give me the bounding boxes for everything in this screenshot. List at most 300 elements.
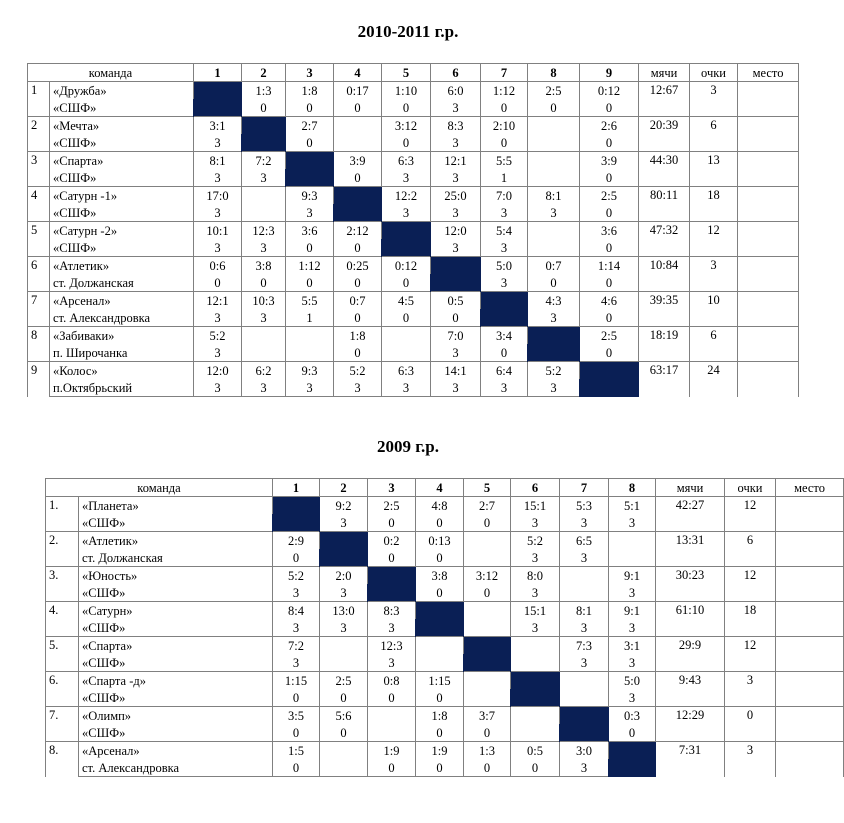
match-points: 0 bbox=[368, 549, 416, 567]
team-place bbox=[776, 497, 844, 532]
match-score: 3:12 bbox=[382, 117, 431, 135]
diagonal-cell bbox=[320, 532, 368, 567]
match-points: 3 bbox=[431, 239, 481, 257]
header-points: очки bbox=[690, 64, 738, 82]
match-score: 7:2 bbox=[242, 152, 286, 170]
team-balls: 12:29 bbox=[656, 707, 725, 742]
match-score: 1:9 bbox=[416, 742, 464, 760]
match-points: 3 bbox=[609, 514, 656, 532]
team-city: «СШФ» bbox=[79, 689, 273, 707]
header-place: место bbox=[776, 479, 844, 497]
match-points: 0 bbox=[580, 204, 639, 222]
diagonal-cell bbox=[528, 327, 580, 362]
match-points: 0 bbox=[273, 759, 320, 777]
match-points: 3 bbox=[560, 759, 609, 777]
match-score: 12:0 bbox=[431, 222, 481, 240]
match-score: 1:15 bbox=[416, 672, 464, 690]
team-balls: 80:11 bbox=[639, 187, 690, 222]
match-score bbox=[511, 707, 560, 725]
match-points bbox=[464, 619, 511, 637]
team-city: «СШФ» bbox=[79, 724, 273, 742]
match-points: 3 bbox=[286, 379, 334, 397]
match-points: 3 bbox=[609, 619, 656, 637]
match-points: 0 bbox=[511, 759, 560, 777]
match-score: 3:8 bbox=[242, 257, 286, 275]
match-score: 8:1 bbox=[560, 602, 609, 620]
header-col-6: 6 bbox=[511, 479, 560, 497]
team-balls: 10:84 bbox=[639, 257, 690, 292]
header-col-3: 3 bbox=[286, 64, 334, 82]
team-balls: 63:17 bbox=[639, 362, 690, 397]
match-score: 8:4 bbox=[273, 602, 320, 620]
match-score: 0:7 bbox=[334, 292, 382, 310]
match-score: 8:0 bbox=[511, 567, 560, 585]
team-points: 3 bbox=[690, 257, 738, 292]
team-number: 6. bbox=[46, 672, 79, 707]
match-points bbox=[609, 549, 656, 567]
header-balls: мячи bbox=[656, 479, 725, 497]
team-city: «СШФ» bbox=[50, 239, 194, 257]
team-number: 4 bbox=[28, 187, 50, 222]
match-score: 4:6 bbox=[580, 292, 639, 310]
match-score: 3:7 bbox=[464, 707, 511, 725]
match-score: 2:9 bbox=[273, 532, 320, 550]
header-col-7: 7 bbox=[560, 479, 609, 497]
diagonal-cell bbox=[580, 362, 639, 397]
match-points: 3 bbox=[560, 514, 609, 532]
team-name: «Мечта» bbox=[50, 117, 194, 135]
match-score: 1:14 bbox=[580, 257, 639, 275]
match-score: 15:1 bbox=[511, 497, 560, 515]
team-row bbox=[28, 222, 799, 240]
match-points bbox=[382, 344, 431, 362]
team-balls: 9:43 bbox=[656, 672, 725, 707]
match-score: 7:0 bbox=[481, 187, 528, 205]
match-points: 0 bbox=[464, 514, 511, 532]
team-name: «Атлетик» bbox=[50, 257, 194, 275]
team-city: ст. Должанская bbox=[50, 274, 194, 292]
team-city: «СШФ» bbox=[79, 514, 273, 532]
team-place bbox=[776, 637, 844, 672]
match-points: 3 bbox=[320, 619, 368, 637]
team-balls: 29:9 bbox=[656, 637, 725, 672]
team-number: 5 bbox=[28, 222, 50, 257]
match-score: 2:5 bbox=[528, 82, 580, 100]
team-points: 0 bbox=[725, 707, 776, 742]
match-points: 0 bbox=[286, 274, 334, 292]
match-score: 1:3 bbox=[464, 742, 511, 760]
team-number: 3. bbox=[46, 567, 79, 602]
match-points: 0 bbox=[481, 99, 528, 117]
match-score: 1:5 bbox=[273, 742, 320, 760]
diagonal-cell bbox=[368, 567, 416, 602]
match-score: 6:2 bbox=[242, 362, 286, 380]
match-points: 3 bbox=[481, 379, 528, 397]
match-points: 0 bbox=[334, 309, 382, 327]
team-city: ст. Александровка bbox=[79, 759, 273, 777]
match-points: 3 bbox=[431, 99, 481, 117]
match-points: 3 bbox=[382, 169, 431, 187]
team-points: 12 bbox=[725, 637, 776, 672]
match-points: 0 bbox=[580, 169, 639, 187]
match-points: 0 bbox=[416, 514, 464, 532]
match-points: 3 bbox=[320, 514, 368, 532]
match-score: 5:6 bbox=[320, 707, 368, 725]
diagonal-cell bbox=[194, 82, 242, 117]
team-row bbox=[46, 742, 844, 760]
match-points: 0 bbox=[580, 99, 639, 117]
match-points: 3 bbox=[334, 379, 382, 397]
team-points: 6 bbox=[690, 327, 738, 362]
match-points: 3 bbox=[560, 654, 609, 672]
match-score: 5:2 bbox=[528, 362, 580, 380]
header-col-1: 1 bbox=[194, 64, 242, 82]
team-row bbox=[28, 362, 799, 380]
match-points: 3 bbox=[560, 619, 609, 637]
header-col-1: 1 bbox=[273, 479, 320, 497]
match-score: 2:7 bbox=[286, 117, 334, 135]
match-points: 0 bbox=[580, 309, 639, 327]
match-points bbox=[528, 134, 580, 152]
match-score bbox=[464, 532, 511, 550]
diagonal-cell bbox=[560, 707, 609, 742]
match-points bbox=[334, 134, 382, 152]
match-points: 3 bbox=[560, 549, 609, 567]
team-number: 6 bbox=[28, 257, 50, 292]
match-score bbox=[511, 637, 560, 655]
team-name: «Забиваки» bbox=[50, 327, 194, 345]
match-score: 1:8 bbox=[416, 707, 464, 725]
header-team: команда bbox=[46, 479, 273, 497]
match-score: 0:6 bbox=[194, 257, 242, 275]
team-place bbox=[738, 292, 799, 327]
match-score: 0:12 bbox=[382, 257, 431, 275]
match-score bbox=[560, 672, 609, 690]
match-score: 1:15 bbox=[273, 672, 320, 690]
match-score: 0:12 bbox=[580, 82, 639, 100]
match-points: 3 bbox=[528, 309, 580, 327]
match-points bbox=[464, 689, 511, 707]
match-score bbox=[320, 637, 368, 655]
team-city: «СШФ» bbox=[79, 619, 273, 637]
standings-table-2010-2011 bbox=[27, 63, 799, 397]
match-points: 3 bbox=[194, 379, 242, 397]
match-points: 3 bbox=[431, 379, 481, 397]
team-number: 1. bbox=[46, 497, 79, 532]
match-points bbox=[242, 204, 286, 222]
match-score: 3:12 bbox=[464, 567, 511, 585]
match-score: 5:2 bbox=[273, 567, 320, 585]
match-score: 1:3 bbox=[242, 82, 286, 100]
match-points bbox=[528, 169, 580, 187]
team-points: 24 bbox=[690, 362, 738, 397]
match-score: 12:1 bbox=[194, 292, 242, 310]
match-score: 9:1 bbox=[609, 602, 656, 620]
team-balls: 47:32 bbox=[639, 222, 690, 257]
match-points: 0 bbox=[416, 549, 464, 567]
match-points: 0 bbox=[580, 134, 639, 152]
match-points: 3 bbox=[273, 619, 320, 637]
match-score: 14:1 bbox=[431, 362, 481, 380]
match-points: 0 bbox=[194, 274, 242, 292]
match-points bbox=[511, 724, 560, 742]
match-points: 3 bbox=[511, 514, 560, 532]
match-score: 3:6 bbox=[580, 222, 639, 240]
team-name: «Колос» bbox=[50, 362, 194, 380]
team-name: «Арсенал» bbox=[50, 292, 194, 310]
match-score: 4:8 bbox=[416, 497, 464, 515]
team-number: 3 bbox=[28, 152, 50, 187]
team-place bbox=[738, 327, 799, 362]
match-points: 3 bbox=[528, 204, 580, 222]
match-points: 3 bbox=[609, 654, 656, 672]
match-score: 5:0 bbox=[481, 257, 528, 275]
team-row bbox=[28, 152, 799, 170]
team-place bbox=[776, 602, 844, 637]
match-points: 0 bbox=[481, 344, 528, 362]
match-points: 0 bbox=[286, 99, 334, 117]
match-score: 2:12 bbox=[334, 222, 382, 240]
match-points: 0 bbox=[334, 274, 382, 292]
diagonal-cell bbox=[382, 222, 431, 257]
diagonal-cell bbox=[334, 187, 382, 222]
header-col-5: 5 bbox=[464, 479, 511, 497]
match-score: 0:8 bbox=[368, 672, 416, 690]
match-points: 3 bbox=[481, 239, 528, 257]
match-score: 4:3 bbox=[528, 292, 580, 310]
match-points: 0 bbox=[273, 549, 320, 567]
match-score bbox=[464, 672, 511, 690]
match-points bbox=[242, 344, 286, 362]
match-score: 2:5 bbox=[580, 187, 639, 205]
match-points: 0 bbox=[334, 169, 382, 187]
match-points: 0 bbox=[273, 724, 320, 742]
header-col-2: 2 bbox=[320, 479, 368, 497]
match-points: 3 bbox=[273, 584, 320, 602]
team-points: 3 bbox=[690, 82, 738, 117]
match-score: 12:3 bbox=[368, 637, 416, 655]
team-place bbox=[776, 567, 844, 602]
match-points: 3 bbox=[609, 689, 656, 707]
match-points: 0 bbox=[580, 239, 639, 257]
team-city: «СШФ» bbox=[50, 204, 194, 222]
team-city: «СШФ» bbox=[79, 654, 273, 672]
match-points: 3 bbox=[511, 619, 560, 637]
diagonal-cell bbox=[481, 292, 528, 327]
team-points: 18 bbox=[690, 187, 738, 222]
team-row bbox=[46, 567, 844, 585]
match-points bbox=[416, 654, 464, 672]
team-balls: 18:19 bbox=[639, 327, 690, 362]
match-score: 17:0 bbox=[194, 187, 242, 205]
match-points bbox=[560, 689, 609, 707]
match-points: 3 bbox=[382, 204, 431, 222]
header-points: очки bbox=[725, 479, 776, 497]
match-score: 8:1 bbox=[528, 187, 580, 205]
team-name: «Сатурн» bbox=[79, 602, 273, 620]
match-points bbox=[560, 584, 609, 602]
match-score bbox=[368, 707, 416, 725]
header-place: место bbox=[738, 64, 799, 82]
match-points: 3 bbox=[511, 584, 560, 602]
match-score: 12:2 bbox=[382, 187, 431, 205]
match-points: 3 bbox=[194, 134, 242, 152]
match-points: 3 bbox=[194, 344, 242, 362]
match-score: 1:8 bbox=[286, 82, 334, 100]
team-name: «Спарта» bbox=[79, 637, 273, 655]
team-row bbox=[46, 637, 844, 655]
match-score: 3:1 bbox=[194, 117, 242, 135]
match-score: 5:5 bbox=[481, 152, 528, 170]
team-balls: 42:27 bbox=[656, 497, 725, 532]
match-score bbox=[242, 327, 286, 345]
match-score: 0:25 bbox=[334, 257, 382, 275]
team-balls: 61:10 bbox=[656, 602, 725, 637]
match-score: 5:4 bbox=[481, 222, 528, 240]
match-points: 0 bbox=[464, 584, 511, 602]
match-score: 3:0 bbox=[560, 742, 609, 760]
team-number: 2 bbox=[28, 117, 50, 152]
match-points: 0 bbox=[382, 274, 431, 292]
match-points: 0 bbox=[416, 759, 464, 777]
match-points: 0 bbox=[580, 344, 639, 362]
match-score: 15:1 bbox=[511, 602, 560, 620]
team-balls: 20:39 bbox=[639, 117, 690, 152]
match-score: 1:9 bbox=[368, 742, 416, 760]
match-score bbox=[528, 222, 580, 240]
match-points: 3 bbox=[431, 134, 481, 152]
match-score: 5:3 bbox=[560, 497, 609, 515]
match-score bbox=[528, 117, 580, 135]
match-score: 8:3 bbox=[431, 117, 481, 135]
match-score: 6:5 bbox=[560, 532, 609, 550]
header-col-8: 8 bbox=[609, 479, 656, 497]
match-score: 9:1 bbox=[609, 567, 656, 585]
team-points: 18 bbox=[725, 602, 776, 637]
team-place bbox=[738, 117, 799, 152]
team-place bbox=[776, 532, 844, 567]
match-points: 3 bbox=[368, 654, 416, 672]
team-city: п. Широчанка bbox=[50, 344, 194, 362]
match-points bbox=[286, 344, 334, 362]
match-points: 3 bbox=[528, 379, 580, 397]
match-points: 0 bbox=[464, 724, 511, 742]
match-points: 3 bbox=[194, 309, 242, 327]
match-points: 0 bbox=[368, 759, 416, 777]
team-balls: 12:67 bbox=[639, 82, 690, 117]
match-points: 0 bbox=[334, 344, 382, 362]
match-score: 9:3 bbox=[286, 187, 334, 205]
match-score: 13:0 bbox=[320, 602, 368, 620]
match-points: 0 bbox=[242, 274, 286, 292]
match-score: 3:1 bbox=[609, 637, 656, 655]
match-score: 0:13 bbox=[416, 532, 464, 550]
diagonal-cell bbox=[273, 497, 320, 532]
team-row bbox=[46, 497, 844, 515]
team-points: 12 bbox=[690, 222, 738, 257]
match-points: 3 bbox=[242, 239, 286, 257]
match-points bbox=[368, 724, 416, 742]
team-balls: 30:23 bbox=[656, 567, 725, 602]
match-points: 0 bbox=[320, 724, 368, 742]
match-points: 0 bbox=[320, 689, 368, 707]
team-name: «Спарта» bbox=[50, 152, 194, 170]
match-points: 3 bbox=[194, 239, 242, 257]
match-score: 5:0 bbox=[609, 672, 656, 690]
match-score: 6:3 bbox=[382, 152, 431, 170]
team-name: «Юность» bbox=[79, 567, 273, 585]
match-score: 12:3 bbox=[242, 222, 286, 240]
header-balls: мячи bbox=[639, 64, 690, 82]
match-points: 0 bbox=[382, 134, 431, 152]
match-points bbox=[511, 654, 560, 672]
team-place bbox=[738, 82, 799, 117]
team-points: 12 bbox=[725, 567, 776, 602]
team-place bbox=[738, 222, 799, 257]
team-number: 2. bbox=[46, 532, 79, 567]
team-place bbox=[776, 742, 844, 777]
match-score: 12:0 bbox=[194, 362, 242, 380]
team-points: 10 bbox=[690, 292, 738, 327]
match-score: 2:10 bbox=[481, 117, 528, 135]
team-points: 3 bbox=[725, 672, 776, 707]
team-name: «Спарта -д» bbox=[79, 672, 273, 690]
match-score: 0:3 bbox=[609, 707, 656, 725]
team-name: «Планета» bbox=[79, 497, 273, 515]
standings-table-2009 bbox=[45, 478, 844, 777]
match-score: 25:0 bbox=[431, 187, 481, 205]
match-score: 10:1 bbox=[194, 222, 242, 240]
match-score: 2:0 bbox=[320, 567, 368, 585]
header-row bbox=[46, 479, 844, 497]
team-points: 6 bbox=[690, 117, 738, 152]
header-team: команда bbox=[28, 64, 194, 82]
match-points: 0 bbox=[609, 724, 656, 742]
match-points: 0 bbox=[464, 759, 511, 777]
team-points: 3 bbox=[725, 742, 776, 777]
match-points: 3 bbox=[194, 204, 242, 222]
team-balls: 44:30 bbox=[639, 152, 690, 187]
team-row bbox=[28, 257, 799, 275]
header-col-7: 7 bbox=[481, 64, 528, 82]
match-points: 0 bbox=[481, 134, 528, 152]
match-score bbox=[416, 637, 464, 655]
match-points: 0 bbox=[416, 584, 464, 602]
match-score: 3:9 bbox=[580, 152, 639, 170]
match-score: 1:8 bbox=[334, 327, 382, 345]
team-row bbox=[46, 672, 844, 690]
team-name: «Сатурн -1» bbox=[50, 187, 194, 205]
match-points: 3 bbox=[368, 619, 416, 637]
match-score: 2:6 bbox=[580, 117, 639, 135]
match-points: 0 bbox=[242, 99, 286, 117]
match-points: 0 bbox=[416, 724, 464, 742]
match-score: 5:1 bbox=[609, 497, 656, 515]
match-score: 2:5 bbox=[320, 672, 368, 690]
team-place bbox=[738, 362, 799, 397]
match-points: 0 bbox=[286, 239, 334, 257]
team-row bbox=[46, 707, 844, 725]
match-score bbox=[334, 117, 382, 135]
match-score: 8:1 bbox=[194, 152, 242, 170]
match-score: 1:12 bbox=[481, 82, 528, 100]
table-2-title: 2009 г.р. bbox=[376, 437, 439, 456]
match-score: 3:4 bbox=[481, 327, 528, 345]
match-score: 1:12 bbox=[286, 257, 334, 275]
team-city: «СШФ» bbox=[50, 99, 194, 117]
match-score: 4:5 bbox=[382, 292, 431, 310]
match-points: 0 bbox=[334, 239, 382, 257]
